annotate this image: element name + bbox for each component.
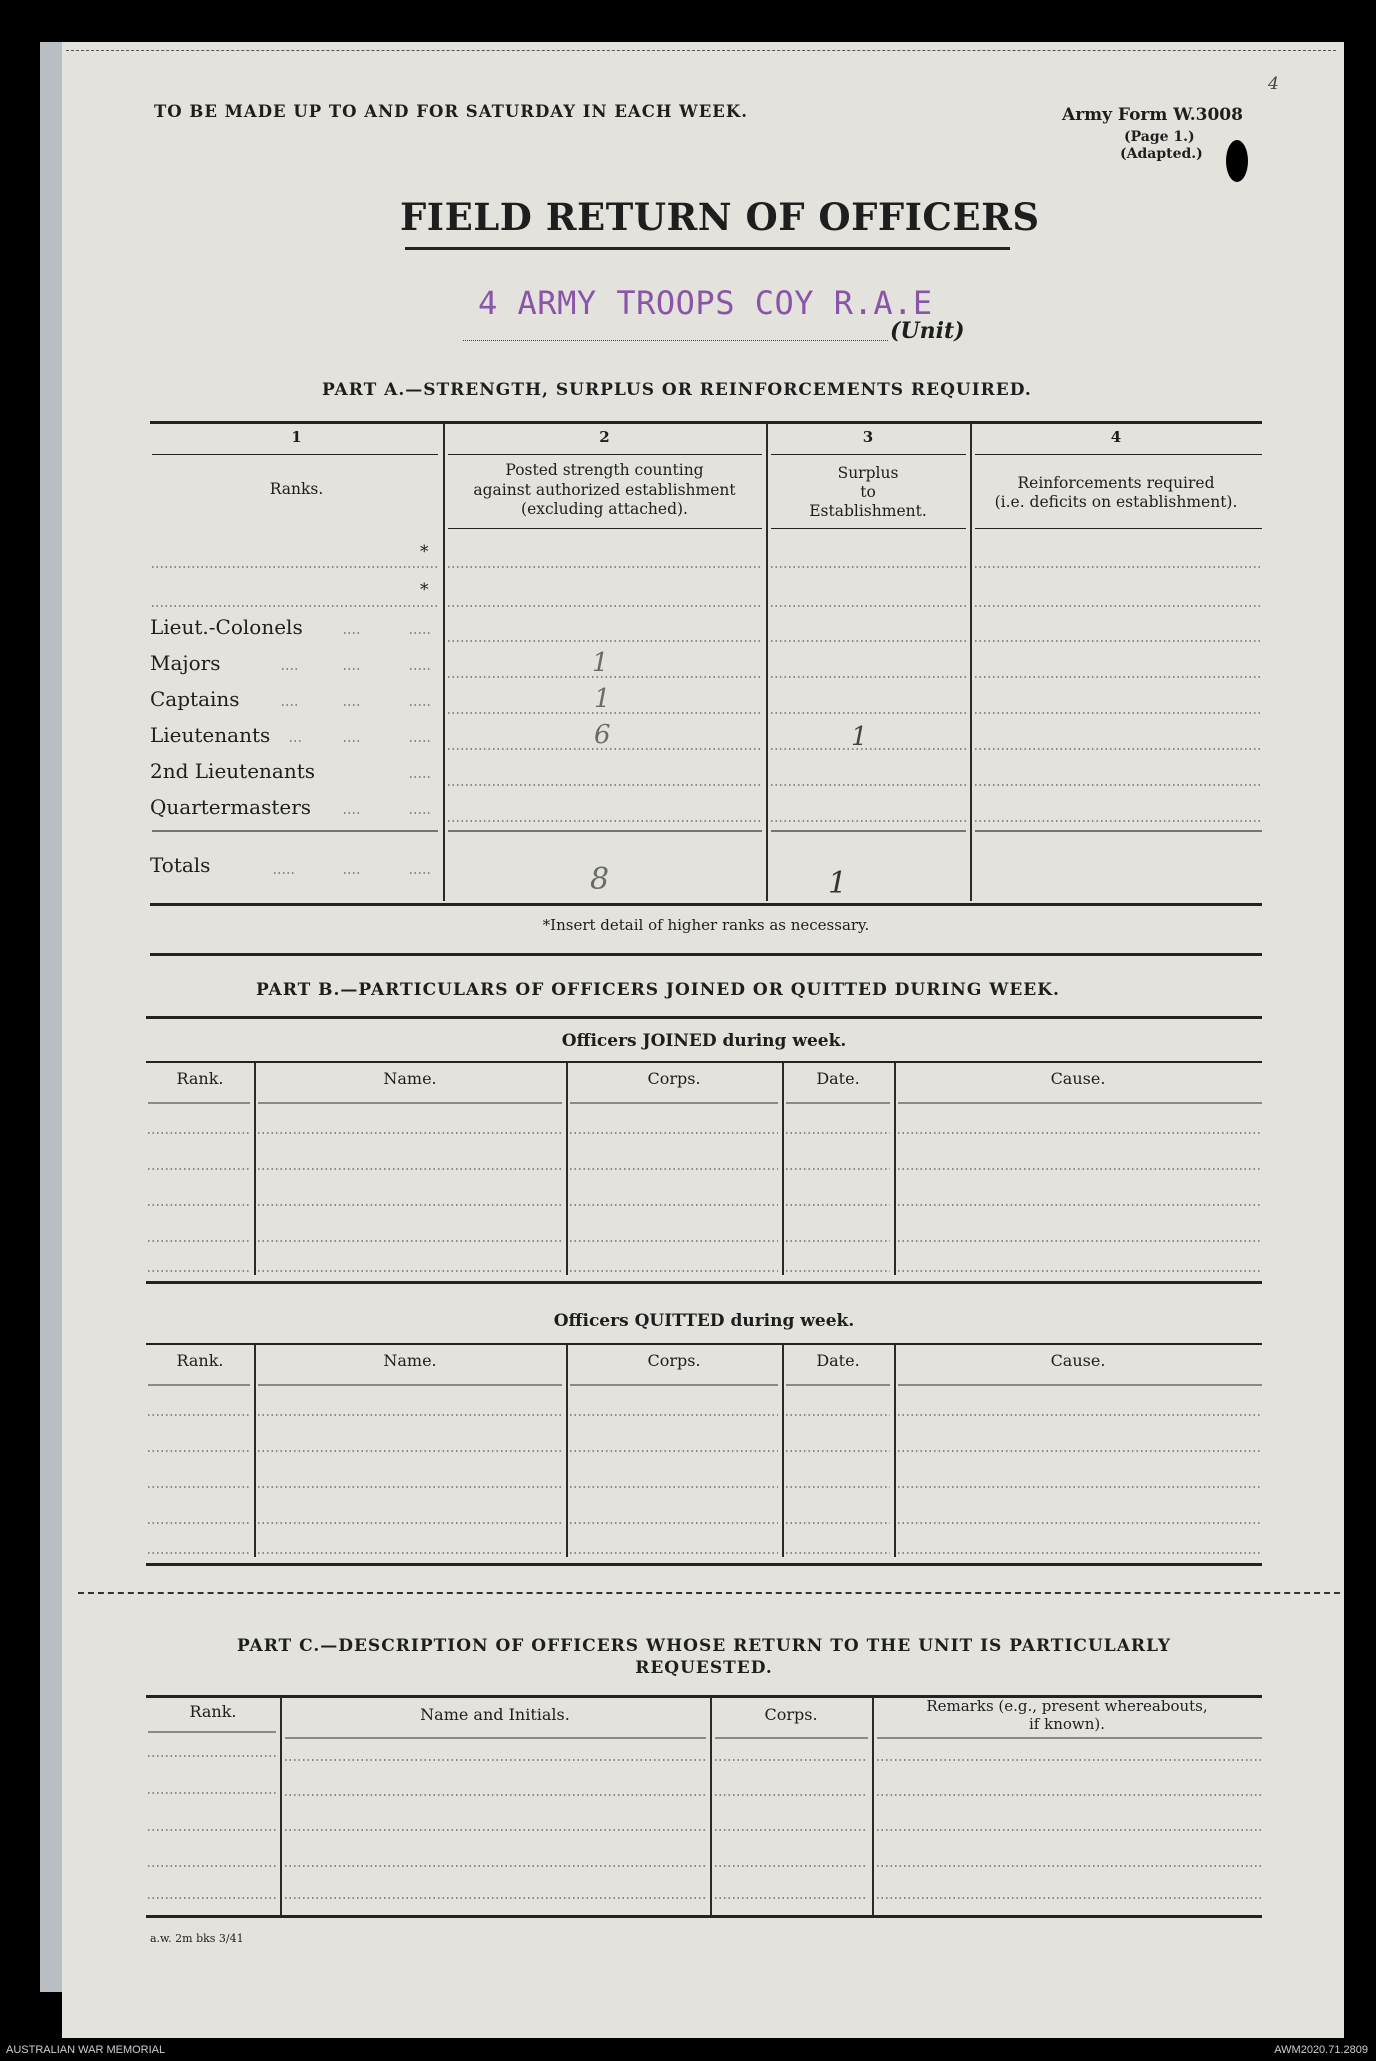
quitted-divider-3 [782, 1345, 784, 1557]
adapted-note: (Adapted.) [1120, 146, 1203, 162]
joined-heading: Officers JOINED during week. [561, 1031, 847, 1051]
col-header-surplus-3: Establishment. [809, 502, 927, 520]
part-a-bottom-rule [150, 903, 1262, 906]
top-perforation [66, 50, 1336, 51]
joined-divider-4 [894, 1063, 896, 1275]
quitted-col-rank: Rank. [176, 1351, 224, 1370]
quitted-col-date: Date. [816, 1351, 860, 1370]
col-number-1: 1 [291, 428, 302, 446]
under-page-strip [40, 42, 62, 1992]
totals-surplus: 1 [828, 866, 848, 901]
posted-lieutenants: 6 [594, 720, 611, 750]
surplus-lieutenants: 1 [851, 722, 868, 752]
part-c-heading-2: REQUESTED. [635, 1658, 773, 1678]
form-number: Army Form W.3008 [1062, 105, 1243, 125]
joined-col-cause: Cause. [1050, 1069, 1106, 1088]
asterisk-2: * [420, 580, 429, 600]
quitted-top-rule [146, 1343, 1262, 1345]
col-header-posted-3: (excluding attached). [521, 500, 688, 518]
col-header-ranks: Ranks. [269, 480, 324, 498]
page-title: FIELD RETURN OF OFFICERS [400, 195, 1040, 239]
part-c-heading-1: PART C.—DESCRIPTION OF OFFICERS WHOSE RETURN TO THE UNIT IS PARTICULARLY [236, 1636, 1172, 1656]
quitted-heading: Officers QUITTED during week. [553, 1311, 855, 1331]
rule [771, 454, 966, 455]
quitted-bottom-rule [146, 1563, 1262, 1566]
part-a-end-rule [150, 953, 1262, 956]
quitted-col-cause: Cause. [1050, 1351, 1106, 1370]
punch-hole [1226, 140, 1248, 182]
corner-mark: 4 [1268, 74, 1279, 94]
quitted-divider-1 [254, 1345, 256, 1557]
col-header-reinf-1: Reinforcements required [1017, 474, 1215, 492]
rank-label-lieutenants: Lieutenants [150, 723, 271, 747]
part-a-top-rule [150, 421, 1262, 424]
col-number-2: 2 [599, 428, 610, 446]
rule [975, 454, 1262, 455]
joined-col-rank: Rank. [176, 1069, 224, 1088]
cut-line [78, 1592, 1340, 1594]
rank-label-majors: Majors [150, 651, 221, 675]
unit-line [463, 340, 888, 341]
part-a-heading: PART A.—STRENGTH, SURPLUS OR REINFORCEMENTS REQUIRED. [322, 380, 1032, 400]
posted-majors: 1 [592, 648, 609, 678]
quitted-divider-2 [566, 1345, 568, 1557]
title-underline [405, 247, 1010, 250]
joined-bottom-rule [146, 1281, 1262, 1284]
part-c-bottom-rule [146, 1915, 1262, 1918]
part-c-divider-2 [710, 1697, 712, 1915]
archive-credit: AUSTRALIAN WAR MEMORIAL [6, 2044, 166, 2056]
col-header-surplus-1: Surplus [837, 464, 899, 482]
rule [975, 528, 1262, 529]
totals-label: Totals [150, 853, 211, 877]
rule [448, 528, 762, 529]
print-code: a.w. 2m bks 3/41 [150, 1932, 244, 1945]
page-number: (Page 1.) [1124, 129, 1195, 145]
unit-stamp: 4 ARMY TROOPS COY R.A.E [478, 284, 933, 322]
unit-label: (Unit) [890, 318, 965, 344]
part-c-col-corps: Corps. [764, 1705, 818, 1724]
joined-col-corps: Corps. [647, 1069, 701, 1088]
part-c-divider-1 [280, 1697, 282, 1915]
joined-col-date: Date. [816, 1069, 860, 1088]
instruction-text: TO BE MADE UP TO AND FOR SATURDAY IN EACH WEEK. [154, 102, 748, 121]
rank-label-quartermasters: Quartermasters [150, 795, 312, 819]
joined-col-name: Name. [383, 1069, 437, 1088]
quitted-col-name: Name. [383, 1351, 437, 1370]
part-c-col-rank: Rank. [189, 1702, 237, 1721]
col-header-reinf-2: (i.e. deficits on establishment). [994, 493, 1238, 511]
posted-captains: 1 [594, 684, 611, 714]
footnote: *Insert detail of higher ranks as necessary. [542, 916, 870, 934]
part-b-top-rule [146, 1016, 1262, 1019]
joined-divider-3 [782, 1063, 784, 1275]
joined-top-rule [146, 1061, 1262, 1063]
quitted-divider-4 [894, 1345, 896, 1557]
rank-label-captains: Captains [150, 687, 240, 711]
part-c-col-name: Name and Initials. [420, 1705, 570, 1724]
quitted-col-corps: Corps. [647, 1351, 701, 1370]
rule [448, 454, 762, 455]
rule [771, 528, 966, 529]
rule [152, 454, 438, 455]
col-header-surplus-2: to [860, 483, 876, 501]
rank-label-lieut-colonels: Lieut.-Colonels [150, 615, 303, 639]
part-b-heading: PART B.—PARTICULARS OF OFFICERS JOINED OR QUITTED DURING WEEK. [256, 980, 1060, 1000]
part-c-col-remarks-1: Remarks (e.g., present whereabouts, [926, 1697, 1208, 1715]
col-number-4: 4 [1110, 428, 1122, 446]
joined-divider-2 [566, 1063, 568, 1275]
archive-reference: AWM2020.71.2809 [1274, 2044, 1368, 2056]
col-number-3: 3 [862, 428, 874, 446]
asterisk-1: * [420, 542, 429, 562]
rank-label-2nd-lieutenants: 2nd Lieutenants [150, 759, 316, 783]
totals-posted: 8 [590, 862, 610, 897]
col-header-posted-1: Posted strength counting [505, 461, 704, 479]
part-c-col-remarks-2: if known). [1028, 1715, 1106, 1733]
joined-divider-1 [254, 1063, 256, 1275]
col-header-posted-2: against authorized establishment [473, 481, 736, 499]
